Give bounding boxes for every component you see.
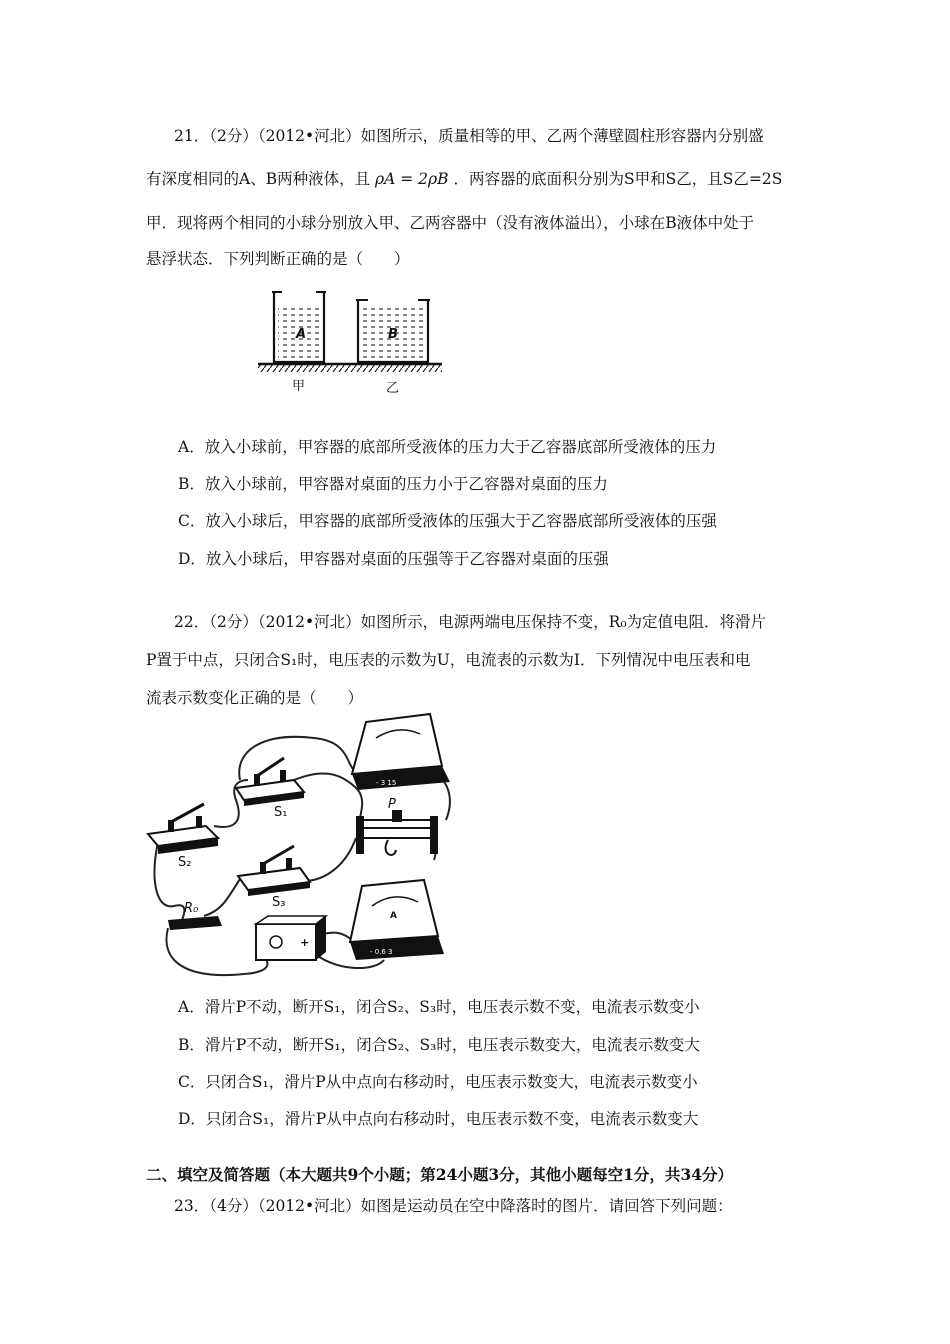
- circuit-figure: [144, 710, 466, 982]
- liquid-a-label: A: [296, 327, 307, 342]
- q22-stem-line1: 22．（2分）（2012•河北）如图所示，电源两端电压保持不变，R₀为定值电阻．将滑片: [174, 613, 767, 631]
- q22-option-c: C．只闭合S₁，滑片P从中点向右移动时，电压表示数变大，电流表示数变小: [178, 1073, 698, 1091]
- containers-figure: [258, 288, 448, 398]
- switch-s3: [238, 846, 310, 896]
- q21-stem-line2: [146, 167, 782, 189]
- rheostat: [356, 810, 438, 855]
- q21-option-c: C．放入小球后，甲容器的底部所受液体的压强大于乙容器底部所受液体的压强: [178, 512, 717, 530]
- section-2-heading: 二、填空及简答题（本大题共9个小题；第24小题3分，其他小题每空1分，共34分）: [146, 1165, 733, 1184]
- label-s3: S₃: [272, 895, 286, 910]
- switch-s2: [148, 804, 218, 854]
- q21-stem-line2-pre: 有深度相同的A、B两种液体，且: [146, 170, 371, 188]
- q21-stem-line3: 甲．现将两个相同的小球分别放入甲、乙两容器中（没有液体溢出），小球在B液体中处于: [146, 214, 755, 232]
- q21-stem-line4: 悬浮状态．下列判断正确的是（ ）: [146, 250, 410, 268]
- q21-option-a: A．放入小球前，甲容器的底部所受液体的压力大于乙容器底部所受液体的压力: [178, 438, 717, 456]
- ammeter: [350, 880, 444, 960]
- table-surface: [258, 364, 442, 372]
- q21-option-d: D．放入小球后，甲容器对桌面的压强等于乙容器对桌面的压强: [178, 550, 609, 568]
- label-s2: S₂: [178, 855, 192, 870]
- label-r0: R₀: [184, 901, 199, 916]
- q22-stem-line3: 流表示数变化正确的是（ ）: [146, 689, 364, 707]
- resistor-r0: [168, 916, 222, 930]
- q21-stem-line2-post: ．两容器的底面积分别为S甲和S乙，且S乙=2S: [453, 170, 783, 188]
- q21-option-b: B．放入小球前，甲容器对桌面的压力小于乙容器对桌面的压力: [178, 475, 608, 493]
- switch-s1: [236, 758, 304, 806]
- svg-text:A: A: [390, 911, 397, 921]
- q21-stem-line1: 21．（2分）（2012•河北）如图所示，质量相等的甲、乙两个薄壁圆柱形容器内分别盛: [174, 127, 764, 145]
- q23-stem: 23．（4分）（2012•河北）如图是运动员在空中降落时的图片．请回答下列问题：: [174, 1197, 733, 1215]
- q22-option-b: B．滑片P不动，断开S₁，闭合S₂、S₃时，电压表示数变大，电流表示数变大: [178, 1036, 700, 1054]
- svg-text:- 3 15: - 3 15: [376, 779, 397, 787]
- q22-option-d: D．只闭合S₁，滑片P从中点向右移动时，电压表示数不变，电流表示数变大: [178, 1110, 699, 1128]
- label-yi: 乙: [386, 381, 400, 396]
- q22-stem-line2: P置于中点，只闭合S₁时，电压表的示数为U，电流表的示数为I．下列情况中电压表和电: [146, 651, 751, 669]
- voltmeter: [352, 714, 450, 790]
- svg-text:- 0.6 3: - 0.6 3: [370, 948, 393, 956]
- q22-option-a: A．滑片P不动，断开S₁，闭合S₂、S₃时，电压表示数不变，电流表示数变小: [178, 998, 700, 1016]
- label-jia: 甲: [292, 379, 306, 394]
- density-formula: ρA = 2ρB: [375, 170, 449, 188]
- battery: [256, 916, 326, 960]
- label-s1: S₁: [274, 805, 288, 820]
- svg-text:+: +: [300, 936, 310, 949]
- label-p: P: [388, 797, 396, 812]
- liquid-b-label: B: [388, 327, 398, 342]
